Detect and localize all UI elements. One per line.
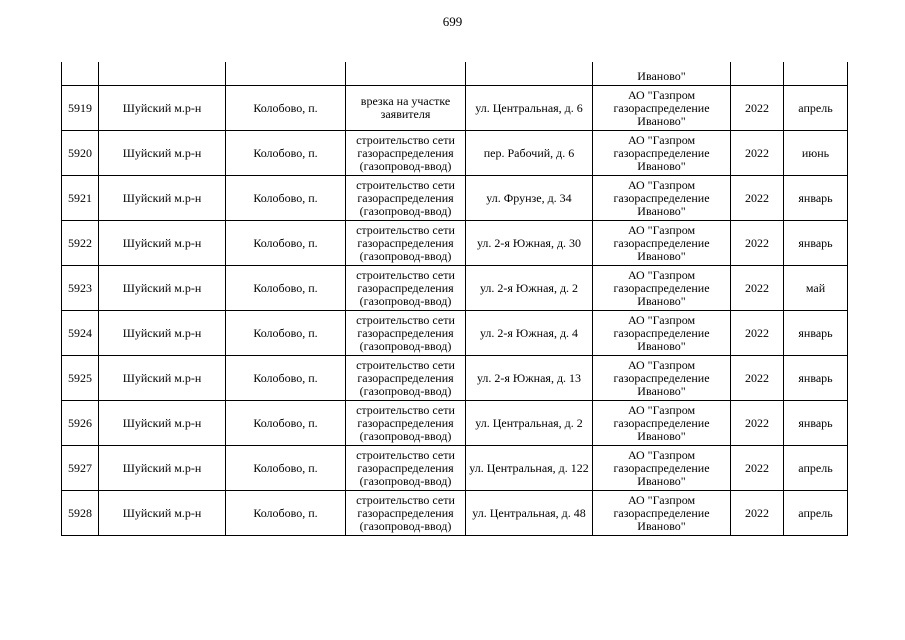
cell-month: апрель: [784, 86, 848, 131]
cell-year: 2022: [731, 221, 784, 266]
cell-address: ул. Центральная, д. 48: [466, 491, 593, 536]
cell-district: Шуйский м.р-н: [99, 221, 226, 266]
cell-month: апрель: [784, 446, 848, 491]
cell-district: [99, 62, 226, 86]
cell-settlement: Колобово, п.: [226, 491, 346, 536]
cell-settlement: Колобово, п.: [226, 266, 346, 311]
cell-work-type: строительство сети газораспределения (газопровод-ввод): [346, 446, 466, 491]
cell-address: ул. 2-я Южная, д. 2: [466, 266, 593, 311]
cell-work-type: строительство сети газораспределения (газопровод-ввод): [346, 401, 466, 446]
cell-year: 2022: [731, 446, 784, 491]
table-row: [62, 221, 848, 266]
cell-district: Шуйский м.р-н: [99, 401, 226, 446]
cell-month: январь: [784, 401, 848, 446]
cell-work-type: строительство сети газораспределения (газопровод-ввод): [346, 176, 466, 221]
cell-organization: АО "Газпром газораспределение Иваново": [593, 266, 731, 311]
cell-district: Шуйский м.р-н: [99, 356, 226, 401]
cell-address: ул. 2-я Южная, д. 30: [466, 221, 593, 266]
cell-settlement: Колобово, п.: [226, 176, 346, 221]
page-number: 699: [442, 14, 463, 29]
cell-year: 2022: [731, 131, 784, 176]
cell-year: 2022: [731, 401, 784, 446]
cell-organization: АО "Газпром газораспределение Иваново": [593, 131, 731, 176]
cell-year: 2022: [731, 176, 784, 221]
cell-address: ул. 2-я Южная, д. 13: [466, 356, 593, 401]
cell-year: 2022: [731, 491, 784, 536]
cell-work-type: [346, 62, 466, 86]
cell-organization: АО "Газпром газораспределение Иваново": [593, 446, 731, 491]
cell-address: ул. Центральная, д. 2: [466, 401, 593, 446]
cell-work-type: строительство сети газораспределения (газопровод-ввод): [346, 491, 466, 536]
cell-district: Шуйский м.р-н: [99, 491, 226, 536]
cell-organization: АО "Газпром газораспределение Иваново": [593, 86, 731, 131]
cell-settlement: Колобово, п.: [226, 311, 346, 356]
cell-address: ул. Центральная, д. 122: [466, 446, 593, 491]
table-row-continuation: [62, 62, 848, 86]
table-row: [62, 176, 848, 221]
cell-organization: АО "Газпром газораспределение Иваново": [593, 311, 731, 356]
cell-address: пер. Рабочий, д. 6: [466, 131, 593, 176]
cell-num: 5922: [62, 221, 99, 266]
cell-month: апрель: [784, 491, 848, 536]
cell-work-type: строительство сети газораспределения (газопровод-ввод): [346, 311, 466, 356]
cell-month: январь: [784, 176, 848, 221]
cell-organization: АО "Газпром газораспределение Иваново": [593, 176, 731, 221]
cell-num: 5920: [62, 131, 99, 176]
cell-district: Шуйский м.р-н: [99, 131, 226, 176]
cell-work-type: строительство сети газораспределения (газопровод-ввод): [346, 221, 466, 266]
cell-work-type: строительство сети газораспределения (газопровод-ввод): [346, 131, 466, 176]
cell-address: [466, 62, 593, 86]
table-row: [62, 311, 848, 356]
cell-address: ул. 2-я Южная, д. 4: [466, 311, 593, 356]
cell-year: 2022: [731, 86, 784, 131]
cell-num: 5923: [62, 266, 99, 311]
cell-organization: АО "Газпром газораспределение Иваново": [593, 491, 731, 536]
cell-work-type: строительство сети газораспределения (газопровод-ввод): [346, 356, 466, 401]
cell-work-type: врезка на участке заявителя: [346, 86, 466, 131]
cell-district: Шуйский м.р-н: [99, 446, 226, 491]
cell-organization: АО "Газпром газораспределение Иваново": [593, 221, 731, 266]
cell-organization: АО "Газпром газораспределение Иваново": [593, 401, 731, 446]
cell-num: 5926: [62, 401, 99, 446]
cell-year: 2022: [731, 356, 784, 401]
cell-settlement: Колобово, п.: [226, 221, 346, 266]
cell-month: январь: [784, 221, 848, 266]
cell-organization: АО "Газпром газораспределение Иваново": [593, 356, 731, 401]
cell-district: Шуйский м.р-н: [99, 311, 226, 356]
cell-district: Шуйский м.р-н: [99, 176, 226, 221]
cell-district: Шуйский м.р-н: [99, 86, 226, 131]
table-row: [62, 356, 848, 401]
cell-num: 5919: [62, 86, 99, 131]
cell-month: май: [784, 266, 848, 311]
cell-district: Шуйский м.р-н: [99, 266, 226, 311]
cell-month: июнь: [784, 131, 848, 176]
gasification-table: [61, 62, 848, 536]
cell-num: [62, 62, 99, 86]
cell-num: 5925: [62, 356, 99, 401]
cell-num: 5924: [62, 311, 99, 356]
cell-settlement: [226, 62, 346, 86]
cell-num: 5927: [62, 446, 99, 491]
cell-settlement: Колобово, п.: [226, 86, 346, 131]
cell-settlement: Колобово, п.: [226, 446, 346, 491]
cell-year: 2022: [731, 266, 784, 311]
table-row: [62, 491, 848, 536]
cell-month: [784, 62, 848, 86]
cell-settlement: Колобово, п.: [226, 356, 346, 401]
cell-organization: Иваново": [593, 62, 731, 86]
cell-num: 5928: [62, 491, 99, 536]
cell-settlement: Колобово, п.: [226, 131, 346, 176]
cell-address: ул. Фрунзе, д. 34: [466, 176, 593, 221]
table-row: [62, 266, 848, 311]
cell-settlement: Колобово, п.: [226, 401, 346, 446]
cell-month: январь: [784, 356, 848, 401]
table-row: [62, 401, 848, 446]
cell-address: ул. Центральная, д. 6: [466, 86, 593, 131]
table-row: [62, 446, 848, 491]
cell-year: [731, 62, 784, 86]
table-row: [62, 131, 848, 176]
cell-num: 5921: [62, 176, 99, 221]
cell-year: 2022: [731, 311, 784, 356]
cell-month: январь: [784, 311, 848, 356]
table-row: [62, 86, 848, 131]
cell-work-type: строительство сети газораспределения (газопровод-ввод): [346, 266, 466, 311]
